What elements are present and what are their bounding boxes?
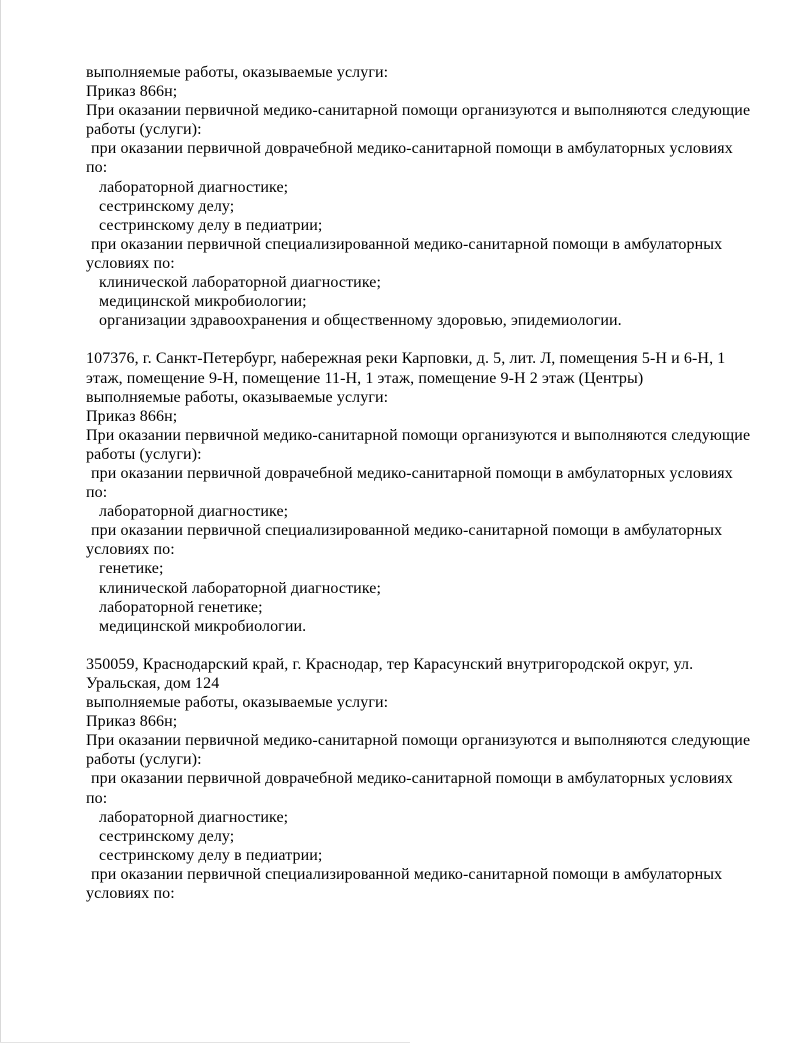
document-line: условиях по: bbox=[86, 885, 175, 903]
document-line: условиях по: bbox=[86, 541, 175, 559]
services-block-3 bbox=[86, 655, 776, 903]
document-line: условиях по: bbox=[86, 254, 175, 272]
document-line: медицинской микробиологии; bbox=[99, 293, 307, 311]
document-line: сестринскому делу в педиатрии; bbox=[99, 216, 323, 234]
document-line: 107376, г. Санкт-Петербург, набережная реки Карповки, д. 5, лит. Л, помещения 5-Н и 6-Н, 1 bbox=[86, 350, 726, 368]
document-line: работы (услуги): bbox=[86, 751, 202, 769]
document-line: организации здравоохранения и общественному здоровью, эпидемиологии. bbox=[99, 312, 622, 330]
document-line: 350059, Краснодарский край, г. Краснодар, тер Карасунский внутригородской округ, ул. bbox=[86, 655, 694, 673]
document-line: лабораторной диагностике; bbox=[99, 808, 289, 826]
license-services-text bbox=[86, 63, 776, 903]
document-line: клинической лабораторной диагностике; bbox=[99, 579, 382, 597]
document-line: Уральская, дом 124 bbox=[86, 675, 220, 692]
document-line: по: bbox=[86, 484, 108, 502]
document-line: сестринскому делу; bbox=[99, 197, 235, 215]
document-line: лабораторной генетике; bbox=[99, 598, 263, 616]
document-line: При оказании первичной медико-санитарной помощи организуются и выполняются следующие bbox=[86, 426, 751, 444]
document-line: при оказании первичной специализированной медико-санитарной помощи в амбулаторных bbox=[91, 865, 723, 883]
page-left-border bbox=[0, 0, 1, 1043]
document-line: сестринскому делу; bbox=[99, 827, 235, 845]
document-line: выполняемые работы, оказываемые услуги: bbox=[86, 388, 389, 406]
document-line: Приказ 866н; bbox=[86, 713, 178, 731]
document-line: этаж, помещение 9-Н, помещение 11-Н, 1 этаж, помещение 9-Н 2 этаж (Центры) bbox=[86, 369, 644, 387]
page-bottom-rule bbox=[0, 1042, 410, 1043]
document-line: генетике; bbox=[99, 560, 164, 578]
document-line: выполняемые работы, оказываемые услуги: bbox=[86, 694, 389, 712]
document-line: при оказании первичной доврачебной медико-санитарной помощи в амбулаторных условиях bbox=[91, 770, 733, 788]
document-line: клинической лабораторной диагностике; bbox=[99, 274, 382, 292]
document-line: При оказании первичной медико-санитарной помощи организуются и выполняются следующие bbox=[86, 732, 751, 750]
document-line: при оказании первичной специализированной медико-санитарной помощи в амбулаторных bbox=[91, 235, 723, 253]
document-line: при оказании первичной доврачебной медико-санитарной помощи в амбулаторных условиях bbox=[91, 464, 733, 482]
document-line: При оказании первичной медико-санитарной помощи организуются и выполняются следующие bbox=[86, 102, 751, 120]
document-line: при оказании первичной специализированной медико-санитарной помощи в амбулаторных bbox=[91, 522, 723, 540]
document-line: Приказ 866н; bbox=[86, 83, 178, 101]
document-line: медицинской микробиологии. bbox=[99, 617, 307, 635]
services-block-1 bbox=[86, 63, 776, 330]
document-line: при оказании первичной доврачебной медико-санитарной помощи в амбулаторных условиях bbox=[91, 140, 733, 158]
document-line: лабораторной диагностике; bbox=[99, 178, 289, 196]
document-line: по: bbox=[86, 159, 108, 177]
document-line: по: bbox=[86, 789, 108, 807]
document-line: сестринскому делу в педиатрии; bbox=[99, 846, 323, 864]
document-line: Приказ 866н; bbox=[86, 407, 178, 425]
services-block-2 bbox=[86, 349, 776, 635]
document-line: работы (услуги): bbox=[86, 121, 202, 139]
document-line: работы (услуги): bbox=[86, 445, 202, 463]
document-line: лабораторной диагностике; bbox=[99, 503, 289, 521]
document-line: выполняемые работы, оказываемые услуги: bbox=[86, 64, 389, 81]
